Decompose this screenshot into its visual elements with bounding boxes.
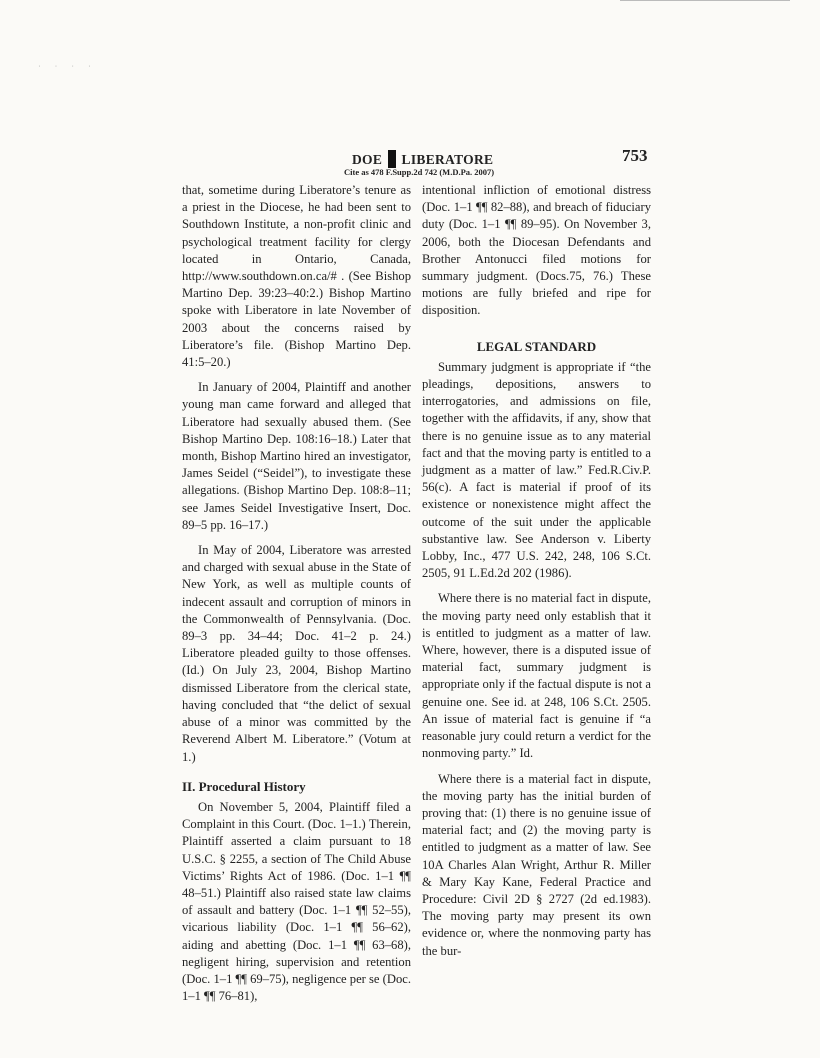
right-paragraph-1: intentional infliction of emotional distress (Doc. 1–1 ¶¶ 82–88), and breach of fiduciary duty (Doc. 1–1 ¶¶ 89–95). On November 3, 2006, both the Diocesan Defendants and Brother Antonucci filed motions for summary judgment. (Docs.75, 76.) These motions are fully briefed and ripe for disposition. <box>422 183 651 318</box>
running-head-right: LIBERATORE <box>401 152 494 167</box>
redaction-bar <box>388 150 396 168</box>
running-head <box>352 150 493 168</box>
citation-line: Cite as 478 F.Supp.2d 742 (M.D.Pa. 2007) <box>344 167 495 177</box>
right-paragraph-2: Summary judgment is appropriate if “the pleadings, depositions, answers to interrogatories, and admissions on file, together with the affidavits, if any, show that there is no genuine issue as to any material fact and that the moving party is entitled to a judgment as a matter of law.” Fed.R.Civ.P. 56(c). A fact is material if proof of its existence or nonexistence might affect the outcome of the suit under the applicable substantive law. See Anderson v. Liberty Lobby, Inc., 477 U.S. 242, 248, 106 S.Ct. 2505, 91 L.Ed.2d 202 (1986). <box>422 359 651 581</box>
left-paragraph-3: In May of 2004, Liberatore was arrested and charged with sexual abuse in the State of New York, as well as multiple counts of indecent assault and corruption of minors in the Commonwealth of Pennsylvania. (Doc. 89–3 pp. 34–44; Doc. 41–2 p. 24.) Liberatore pleaded guilty to those offenses. (Id.) On July 23, 2004, Bishop Martino dismissed Liberatore from the clerical state, having concluded that “the delict of sexual abuse of a minor was committed by the Reverend Albert M. Liberatore.” (Votum at 1.) <box>182 543 411 764</box>
page-number: 753 <box>622 146 648 165</box>
left-paragraph-1: that, sometime during Liberatore’s tenure as a priest in the Diocese, he had been sent to Southdown Institute, a non-profit clinic and psychological treatment facility for clergy located in Ontario, Canada, http://www.southdown.on.ca/# . (See Bishop Martino Dep. 39:23–40:2.) Bishop Martino spoke with Liberatore in late November of 2003 about the concerns raised by Liberatore’s file. (Bishop Martino Dep. 41:5–20.) <box>182 183 411 370</box>
section-heading-procedural-history: II. Procedural History <box>182 778 306 794</box>
scan-edge-line <box>620 0 790 1</box>
left-column <box>182 182 411 1005</box>
running-head-left: DOE <box>352 152 383 167</box>
section-heading-legal-standard: LEGAL STANDARD <box>476 338 597 354</box>
scan-specks: ˙ ˙ ˙ ˙ <box>38 64 97 73</box>
right-paragraph-4: Where there is a material fact in dispute, the moving party has the initial burden of proving that: (1) there is no genuine issue of material fact; and (2) the moving party is entitled to judgment as a matter of law. See 10A Charles Alan Wright, Arthur R. Miller & Mary Kay Kane, Federal Practice and Procedure: Civil 2D § 2727 (2d ed.1983). The moving party may present its own evidence or, where the nonmoving party has the bur- <box>422 771 651 958</box>
left-paragraph-2: In January of 2004, Plaintiff and another young man came forward and alleged that Liberatore had sexually abused them. (See Bishop Martino Dep. 108:16–18.) Later that month, Bishop Martino hired an investigator, James Seidel (“Seidel”), to investigate these allegations. (Bishop Martino Dep. 108:8–11; see James Seidel Investigative Insert, Doc. 89–5 pp. 16–17.) <box>182 380 411 532</box>
right-paragraph-3: Where there is no material fact in dispute, the moving party need only establish that it is entitled to judgment as a matter of law. Where, however, there is a disputed issue of material fact, summary judgment is appropriate only if the factual dispute is not a genuine one. See id. at 248, 106 S.Ct. 2505. An issue of material fact is genuine if “a reasonable jury could return a verdict for the nonmoving party.” Id. <box>422 591 651 761</box>
left-paragraph-4: On November 5, 2004, Plaintiff filed a Complaint in this Court. (Doc. 1–1.) Therein, Plaintiff asserted a claim pursuant to 18 U.S.C. § 2255, a section of The Child Abuse Victims’ Rights Act of 1986. (Doc. 1–1 ¶¶ 48–51.) Plaintiff also raised state law claims of assault and battery (Doc. 1–1 ¶¶ 52–55), vicarious liability (Doc. 1–1 ¶¶ 56–62), aiding and abetting (Doc. 1–1 ¶¶ 63–68), negligent hiring, supervision and retention (Doc. 1–1 ¶¶ 69–75), negligence per se (Doc. 1–1 ¶¶ 76–81), <box>182 799 411 1004</box>
right-column <box>422 182 651 960</box>
